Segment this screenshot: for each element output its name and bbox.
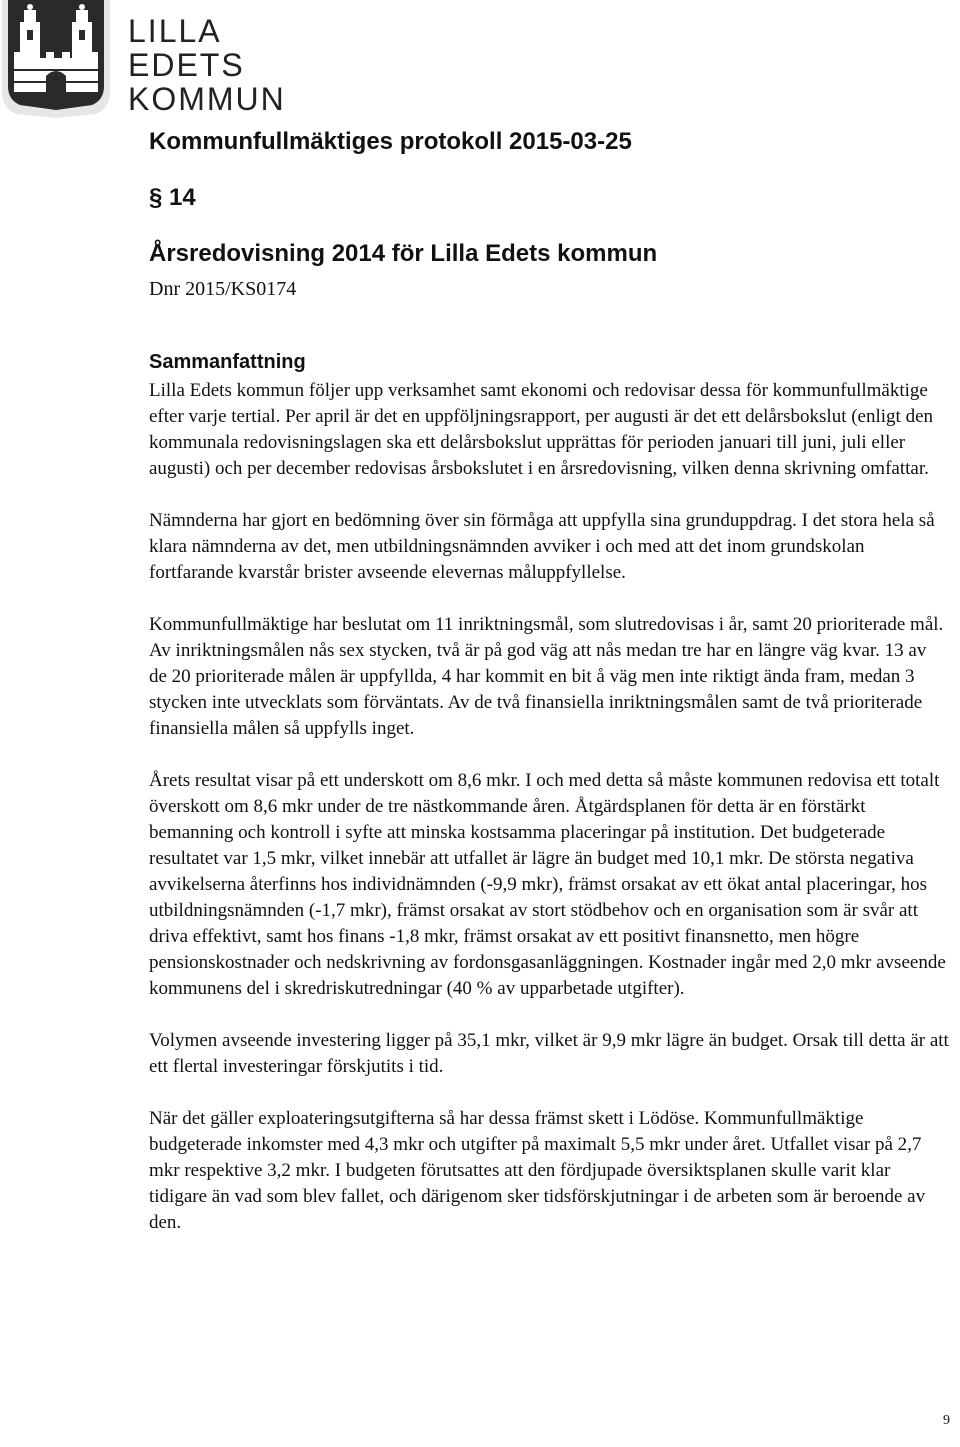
paragraph-committees: Nämnderna har gjort en bedömning över sin förmåga att uppfylla sina grunduppdrag. I det stora hela så klara nämnderna av det, men utbildningsnämnden avviker i och med att det inom grundskolan fortfarande kvarstår brister avseende elevernas måluppfyllelse. xyxy=(149,510,935,583)
wordmark-line-1: LILLA EDETS xyxy=(128,13,245,83)
paragraph-result: Årets resultat visar på ett underskott om 8,6 mkr. I och med detta så måste kommunen redovisa ett totalt överskott om 8,6 mkr under de tre nästkommande åren. Åtgärdsplanen för detta är en förstärkt bemanning och kontroll i syfte att minska kostsamma placeringar på institution. Det budgeterade resultatet var 1,5 mkr, vilket innebär att utfallet är lägre än budget med 10,1 mkr. De största negativa avvikelserna återfinns hos individnämnden (-9,9 mkr), främst orsakat av ett ökat antal placeringar, hos utbildningsnämnden (-1,7 mkr), främst orsakat av stort stödbehov och en organisation som är svår att driva effektivt, samt hos finans -1,8 mkr, främst orsakat av ett positivt finansnetto, men högre pensionskostnader och nedskrivning av fordonsgasanläggningen. Kostnader ingår med 2,0 mkr avseende kommunens del i skredriskutredningar (40 % av upparbetade utgifter). xyxy=(149,770,946,999)
case-title: Årsredovisning 2014 för Lilla Edets kommun xyxy=(149,240,658,267)
paragraph-exploitation: När det gäller exploateringsutgifterna så har dessa främst skett i Lödöse. Kommunfullmäktige budgeterade inkomster med 4,3 mkr och utgifter på maximalt 5,5 mkr under året. Utfallet visar på 2,7 mkr respektive 3,2 mkr. I budgeten förutsattes att den fördjupade översiktsplanen skulle varit klar tidigare än vad som blev fallet, och därigenom sker tidsförskjutningar i de arbeten som är beroende av den. xyxy=(149,1108,926,1233)
page-number: 9 xyxy=(943,1413,950,1428)
paragraph-investments: Volymen avseende investering ligger på 35,1 mkr, vilket är 9,9 mkr lägre än budget. Orsak till detta är att ett flertal investeringar förskjutits i tid. xyxy=(149,1030,949,1077)
summary-heading: Sammanfattning xyxy=(149,351,306,373)
wordmark-line-2: KOMMUN xyxy=(128,81,286,117)
paragraph-goals: Kommunfullmäktige har beslutat om 11 inriktningsmål, som slutredovisas i år, samt 20 prioriterade mål. Av inriktningsmålen nås sex stycken, två är på god väg att nås medan tre har en längre väg kvar. 13 av de 20 prioriterade målen är uppfyllda, 4 har kommit en bit å väg men inte riktigt ända fram, medan 3 stycken inte utvecklats som förväntats. Av de två finansiella inriktningsmålen samt de två prioriterade finansiella målen så uppfylls inget. xyxy=(149,614,944,739)
protocol-title: Kommunfullmäktiges protokoll 2015-03-25 xyxy=(149,128,632,155)
diary-number: Dnr 2015/KS0174 xyxy=(149,278,297,300)
municipality-wordmark xyxy=(128,13,328,117)
section-number: § 14 xyxy=(149,184,196,211)
municipal-coat-of-arms xyxy=(0,0,112,118)
paragraph-overview: Lilla Edets kommun följer upp verksamhet samt ekonomi och redovisar dessa för kommunfullmäktige efter varje tertial. Per april är det en uppföljningsrapport, per augusti är det ett delårsbokslut (enligt den kommunala redovisningslagen ska ett delårsbokslut upprättas för perioden januari till juni, juli eller augusti) och per december redovisas årsbokslutet i en årsredovisning, vilken denna skrivning omfattar. xyxy=(149,380,934,479)
protocol-content xyxy=(149,124,949,1236)
